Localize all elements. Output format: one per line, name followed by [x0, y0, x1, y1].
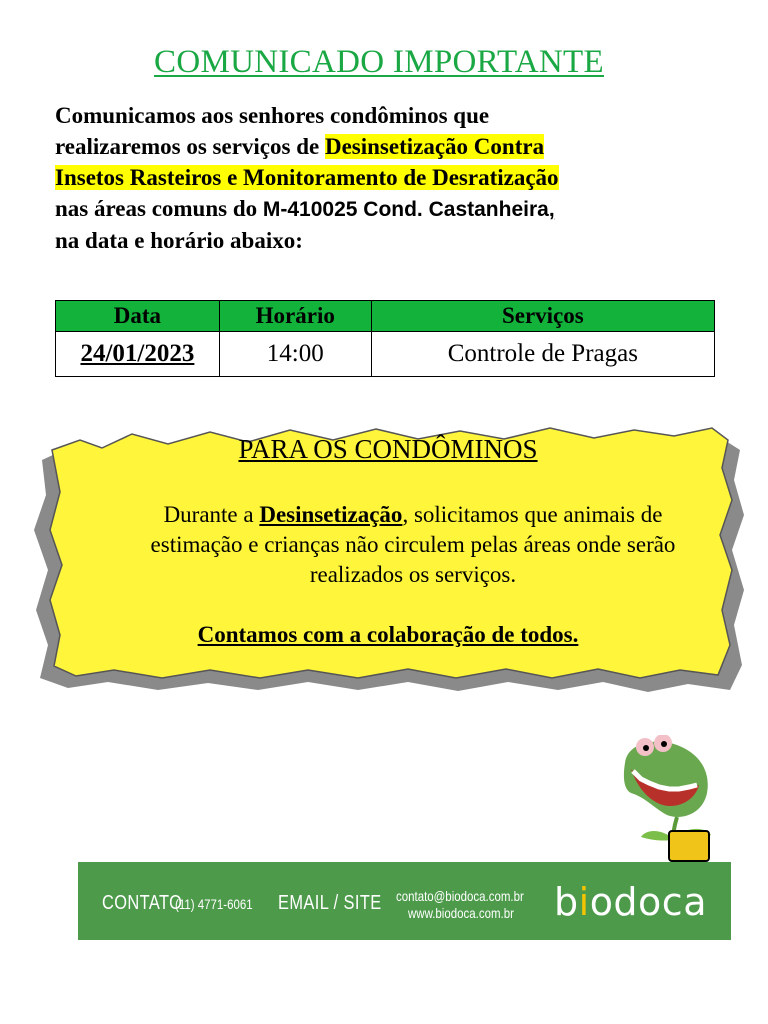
intro-line-4	[55, 193, 735, 225]
cell-time: 14:00	[219, 332, 371, 377]
header-time: Horário	[219, 301, 371, 332]
cell-service: Controle de Pragas	[371, 332, 714, 377]
footer-banner	[78, 862, 731, 940]
services-highlight-1: Desinsetização Contra	[324, 134, 545, 159]
header-services: Serviços	[371, 301, 714, 332]
footer-website[interactable]: www.biodoca.com.br	[408, 905, 514, 921]
intro-line-2-prefix: realizaremos os serviços de	[55, 134, 325, 159]
intro-line-1: Comunicamos aos senhores condôminos que	[55, 103, 490, 128]
notice-body-suffix: , solicitamos que animais de estimação e crianças não circulem pelas áreas onde serão realizados os serviços.	[150, 502, 676, 587]
footer-phone[interactable]: (11) 4771-6061	[175, 896, 253, 912]
table-header-row	[56, 301, 715, 332]
brand-rest: odoca	[589, 880, 707, 924]
notice-body-prefix: Durante a	[163, 502, 260, 527]
cell-date: 24/01/2023	[56, 332, 220, 377]
table-row	[56, 332, 715, 377]
footer-email-site-label: EMAIL / SITE	[278, 892, 382, 914]
schedule-table	[55, 300, 715, 377]
location-name: M-410025 Cond. Castanheira	[262, 198, 549, 221]
brand-letter-i: i	[578, 880, 590, 924]
page-title: COMUNICADO IMPORTANTE	[154, 44, 604, 80]
intro-paragraph	[55, 100, 735, 256]
brand-letter-b: b	[554, 880, 579, 924]
services-highlight-2: Insetos Rasteiros e Monitoramento de Desratização	[55, 165, 559, 190]
header-date: Data	[56, 301, 220, 332]
biodoca-logo	[554, 880, 707, 924]
notice-body-emphasis: Desinsetização	[259, 502, 403, 527]
notice-heading: PARA OS CONDÔMINOS	[238, 434, 538, 464]
notice-closing: Contamos com a colaboração de todos.	[197, 622, 579, 647]
footer-contact-label: CONTATO	[102, 892, 183, 914]
biodoca-mascot-icon	[615, 735, 725, 863]
intro-line-4-prefix: nas áreas comuns do	[55, 196, 263, 221]
footer-email[interactable]: contato@biodoca.com.br	[396, 888, 524, 904]
notice-body	[118, 500, 708, 590]
notice-panel	[28, 420, 748, 700]
location-comma: ,	[548, 198, 555, 221]
intro-line-3	[55, 162, 735, 193]
intro-line-2	[55, 131, 735, 162]
intro-line-5: na data e horário abaixo:	[55, 228, 303, 253]
